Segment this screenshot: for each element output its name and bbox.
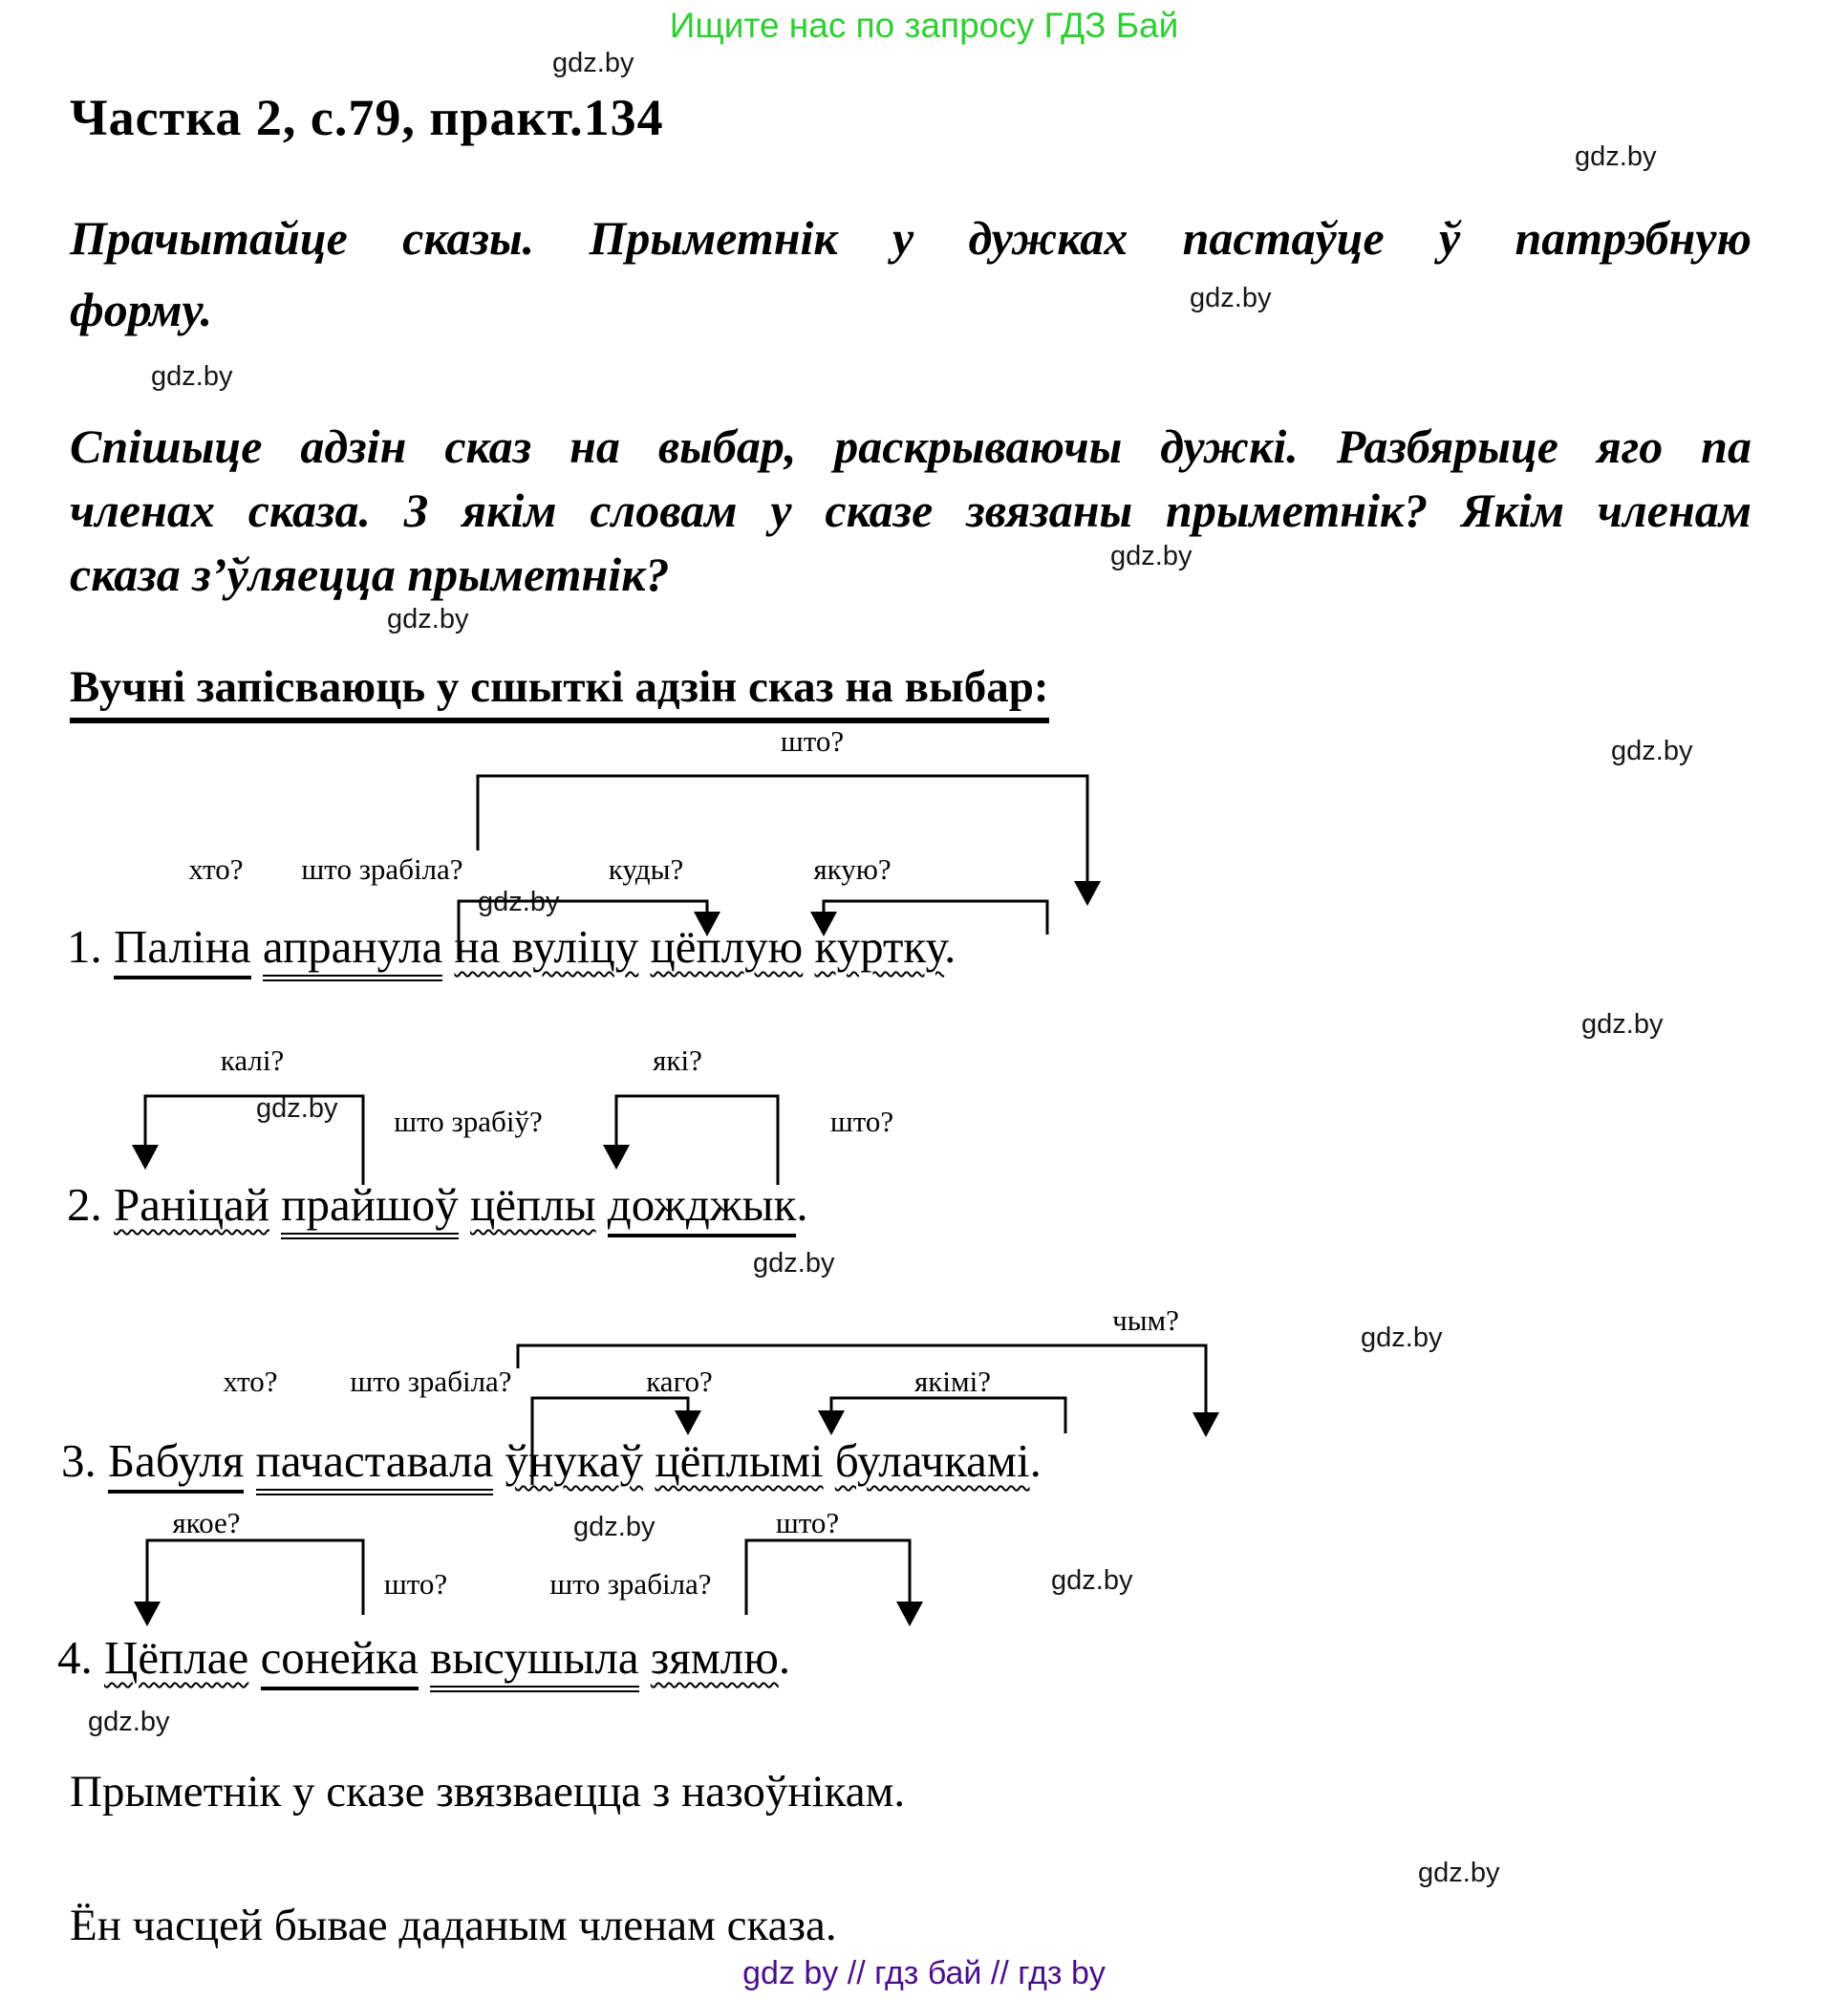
watermark: gdz.by: [387, 604, 469, 634]
sentence-3: [61, 1433, 1042, 1488]
word-object: куртку: [814, 920, 945, 973]
sentence-4: [57, 1630, 790, 1685]
d3-arrowhead-with-what: [1193, 1412, 1219, 1437]
word-attribute: цёплую: [650, 920, 804, 973]
d3-arrowhead-whom: [675, 1410, 701, 1435]
question-label: што зрабіла?: [549, 1567, 712, 1601]
question-label: што зрабіў?: [394, 1105, 543, 1138]
d4-arrowhead-what-kind: [134, 1602, 161, 1626]
watermark: gdz.by: [1051, 1565, 1133, 1596]
sentence-number: 3.: [61, 1434, 97, 1487]
task-paragraph-1-line-1: Прачытайце сказы. Прыметнік у дужках пастаўце ў патрэбную: [70, 211, 1751, 265]
word-attribute: цёплы: [469, 1178, 596, 1231]
word-attribute: цёплымі: [655, 1434, 824, 1487]
d4-arrowhead-what: [896, 1602, 923, 1626]
task-paragraph-2-line-3: сказа з’ўляецца прыметнік?: [70, 548, 670, 601]
d2-bracket-when: [145, 1096, 363, 1185]
question-label: што зрабіла?: [301, 852, 463, 886]
word-object: булачкамі: [834, 1434, 1030, 1487]
question-label: якімі?: [914, 1365, 991, 1398]
word-object: ўнукаў: [505, 1434, 644, 1487]
word-predicate: апранула: [263, 920, 442, 981]
watermark: gdz.by: [1575, 141, 1657, 172]
question-label: каго?: [646, 1365, 713, 1398]
watermark: gdz.by: [552, 48, 634, 78]
sentence-2: [67, 1177, 808, 1232]
watermark: gdz.by: [1611, 736, 1693, 766]
word-subject: дожджык: [608, 1178, 797, 1237]
word-subject: Бабуля: [108, 1434, 244, 1494]
sentence-number: 1.: [67, 920, 102, 973]
question-label: што?: [775, 1506, 840, 1539]
word-object: зямлю: [650, 1631, 779, 1684]
question-label: што?: [780, 724, 845, 758]
d2-arrowhead-when: [132, 1145, 159, 1170]
d1-arrowhead-what: [1074, 881, 1101, 906]
watermark: gdz.by: [256, 1093, 338, 1124]
sentence-period: .: [778, 1631, 791, 1684]
word-subject: Паліна: [114, 920, 251, 979]
question-label: якую?: [813, 852, 892, 886]
task-paragraph-2-line-2: членах сказа. З якім словам у сказе звязаны прыметнік? Якім членам: [70, 484, 1751, 537]
conclusion-line-1: Прыметнік у сказе звязваецца з назоўнікам.: [70, 1767, 906, 1817]
word-adverbial: Раніцай: [114, 1178, 270, 1231]
word-predicate: прайшоў: [281, 1178, 458, 1239]
d2-bracket-which: [616, 1096, 778, 1185]
sentence-1: [67, 919, 956, 974]
d2-arrowhead-which: [603, 1145, 630, 1170]
sentence-period: .: [1029, 1434, 1042, 1487]
task-paragraph-1-line-2: форму.: [70, 283, 213, 336]
sentence-number: 2.: [67, 1178, 102, 1231]
question-label: хто?: [188, 852, 244, 886]
d4-bracket-what: [746, 1540, 910, 1615]
question-label: куды?: [608, 852, 684, 886]
question-label: што?: [829, 1105, 894, 1138]
watermark: gdz.by: [478, 887, 560, 917]
word-predicate: высушыла: [430, 1631, 639, 1692]
d3-bracket-which: [831, 1398, 1065, 1433]
watermark: gdz.by: [88, 1707, 170, 1737]
word-subject: сонейка: [261, 1631, 419, 1690]
d3-arrowhead-which: [818, 1410, 845, 1435]
watermark: gdz.by: [753, 1248, 835, 1279]
answer-subheading: Вучні запісваюць у сшыткі адзін сказ на выбар:: [70, 661, 1049, 723]
word-adverbial: на вуліцу: [454, 920, 639, 973]
question-label: хто?: [223, 1365, 278, 1398]
watermark: gdz.by: [1418, 1858, 1500, 1888]
watermark: gdz.by: [1190, 283, 1272, 313]
task-paragraph-2-line-1: Спішыце адзін сказ на выбар, раскрываючы дужкі. Разбярыце яго па: [70, 419, 1751, 473]
question-label: што?: [383, 1567, 448, 1601]
d3-bracket-with-what: [518, 1345, 1206, 1412]
page-title: Частка 2, с.79, практ.134: [70, 89, 664, 146]
footer-site-links: gdz by // гдз бай // гдз by: [742, 1955, 1106, 1991]
question-label: калі?: [220, 1043, 285, 1077]
conclusion-line-2: Ён часцей бывае даданым членам сказа.: [70, 1901, 837, 1950]
word-attribute: Цёплае: [104, 1631, 249, 1684]
watermark: gdz.by: [1361, 1323, 1443, 1353]
question-label: які?: [653, 1043, 702, 1077]
watermark: gdz.by: [151, 361, 233, 392]
d1-bracket-what: [478, 776, 1087, 881]
question-label: чым?: [1112, 1303, 1179, 1337]
sentence-period: .: [944, 920, 956, 973]
word-predicate: пачаставала: [256, 1434, 494, 1495]
question-label: што зрабіла?: [350, 1365, 512, 1398]
promo-banner: Ищите нас по запросу ГДЗ Бай: [669, 6, 1179, 45]
sentence-number: 4.: [57, 1631, 93, 1684]
question-label: якое?: [172, 1506, 241, 1539]
watermark: gdz.by: [573, 1512, 655, 1542]
watermark: gdz.by: [1581, 1009, 1664, 1040]
d4-bracket-what-kind: [147, 1540, 363, 1615]
sentence-period: .: [796, 1178, 808, 1231]
watermark: gdz.by: [1110, 541, 1193, 571]
